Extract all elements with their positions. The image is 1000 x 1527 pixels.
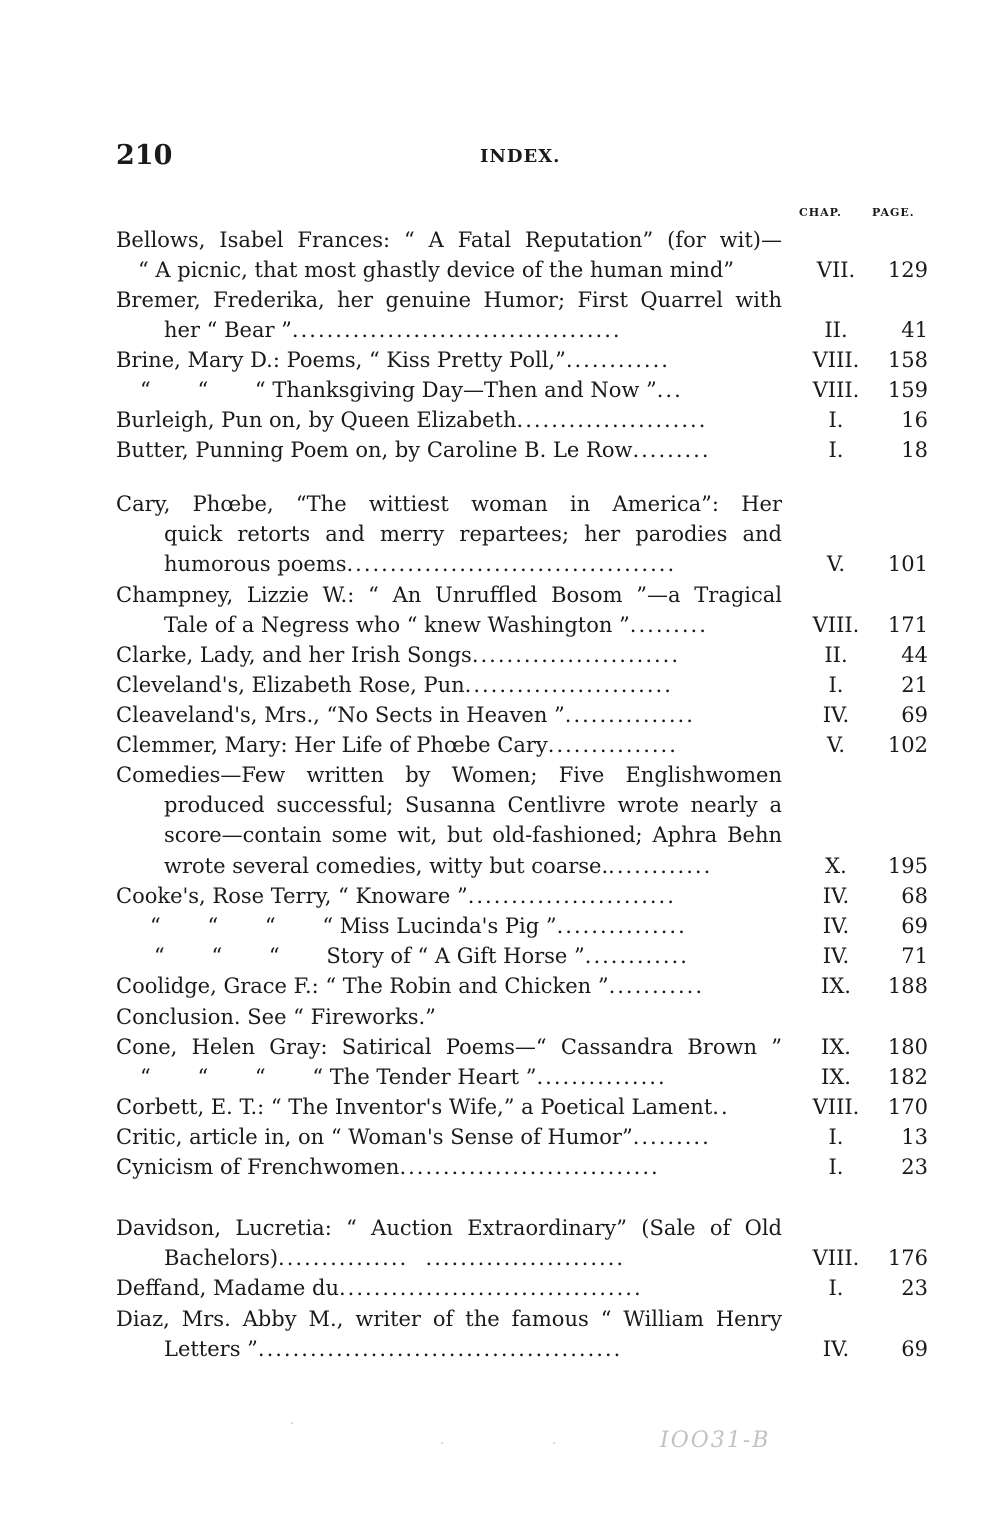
entry-text [164,549,782,579]
chapter-column-header: CHAP. [799,206,842,219]
entry-heading: Cynicism of Frenchwomen [116,1155,400,1179]
index-line [116,1334,928,1364]
scan-speck: · [552,1436,557,1452]
entry-chapter: IV. [822,914,850,938]
index-line [116,580,928,610]
entry-heading: Letters ” [164,1337,258,1361]
index-line [116,345,928,375]
entry-page: 129 [887,258,928,282]
entry-text [116,1152,782,1182]
index-line [116,790,928,820]
index-line [116,519,928,549]
index-line [116,1273,928,1303]
entry-page: 69 [901,703,928,727]
index-line [116,1213,928,1243]
dot-leader: ............ [565,348,670,372]
entry-page: 71 [901,944,928,968]
dot-leader: ............... [536,1065,667,1089]
entry-heading: “ “ “ Story of “ A Gift Horse ” [154,944,585,968]
index-line [116,881,928,911]
entry-chapter: VIII. [812,613,860,637]
index-line [116,1062,928,1092]
dot-leader: ......... [632,438,711,462]
dot-leader: ...................... [516,408,708,432]
entry-text [164,315,782,345]
entry-heading: Cooke's, Rose Terry, “ Knoware ” [116,884,468,908]
dot-leader: ............... [564,703,695,727]
entry-chapter: I. [828,408,844,432]
entry-page: 44 [901,643,928,667]
library-stamp: IOO31-B [660,1428,771,1453]
entry-text: quick retorts and merry repartees; her parodies and [164,522,782,546]
entry-page: 21 [901,673,928,697]
index-line [116,941,928,971]
entry-chapter: II. [824,318,848,342]
index-line [116,971,928,1001]
entry-text [150,911,782,941]
entry-page: 101 [887,552,928,576]
dot-leader: ... [656,378,683,402]
entry-text: produced successful; Susanna Centlivre wrote nearly a [164,793,782,817]
entry-heading: Butter, Punning Poem on, by Caroline B. Le Row [116,438,633,462]
entry-heading: Clarke, Lady, and her Irish Songs [116,643,472,667]
index-line [116,640,928,670]
index-line [116,405,928,435]
dot-leader: ............ [608,854,713,878]
entry-heading: Burleigh, Pun on, by Queen Elizabeth [116,408,517,432]
index-line [116,315,928,345]
scan-speck: · [290,1416,295,1432]
index-line [116,435,928,465]
entry-page: 195 [887,854,928,878]
entry-chapter: X. [825,854,847,878]
dot-leader: .......................................... [257,1337,623,1361]
entry-text [116,700,782,730]
entry-text [116,640,782,670]
entry-page: 158 [887,348,928,372]
index-line [116,1122,928,1152]
entry-text [164,851,782,881]
dot-leader: ............... [556,914,687,938]
entry-text [140,375,782,405]
entry-chapter: I. [828,1125,844,1149]
entry-heading: Bachelors) [164,1246,279,1270]
entry-page: 69 [901,914,928,938]
entry-chapter: VII. [816,258,856,282]
entry-chapter: VIII. [812,1246,860,1270]
entry-text: Champney, Lizzie W.: “ An Unruffled Bosom ”—a Tragical [116,583,782,607]
entry-heading: Deffand, Madame du [116,1276,339,1300]
index-line [116,1032,928,1062]
dot-leader: .............................. [399,1155,660,1179]
dot-leader: ............... ....................... [278,1246,626,1270]
page-number: 210 [116,140,173,171]
entry-chapter: V. [826,733,846,757]
entry-chapter: V. [826,552,846,576]
index-line [116,1092,928,1122]
dot-leader: ............... [547,733,678,757]
entry-page: 170 [887,1095,928,1119]
running-head: INDEX. [480,146,561,167]
entry-text: Comedies—Few written by Women; Five Englishwomen [116,763,782,787]
index-line [116,489,928,519]
entry-page: 180 [887,1035,928,1059]
entry-heading: wrote several comedies, witty but coarse. [164,854,609,878]
entry-page: 159 [887,378,928,402]
entry-chapter: I. [828,438,844,462]
entry-page: 171 [887,613,928,637]
entry-heading: “ “ “ “ Miss Lucinda's Pig ” [150,914,557,938]
entry-text [116,1273,782,1303]
entry-text: Davidson, Lucretia: “ Auction Extraordinary” (Sale of Old [116,1216,782,1240]
index-line [116,1243,928,1273]
entry-page: 176 [887,1246,928,1270]
dot-leader: ......... [629,613,708,637]
dot-leader: ...................................... [346,552,677,576]
entry-text [140,1062,782,1092]
page-column-header: PAGE. [872,206,915,219]
index-line [116,285,928,315]
dot-leader: ...................................... [291,318,622,342]
entry-heading: Cleaveland's, Mrs., “No Sects in Heaven ” [116,703,565,727]
entry-page: 23 [901,1155,928,1179]
entry-text [116,730,782,760]
entry-chapter: VIII. [812,378,860,402]
dot-leader: ........................ [471,643,681,667]
entry-text [164,1243,782,1273]
entry-page: 102 [887,733,928,757]
entry-chapter: I. [828,1155,844,1179]
index-line [116,851,928,881]
entry-page: 41 [901,318,928,342]
index-line [116,730,928,760]
entry-heading: her “ Bear ” [164,318,292,342]
entry-text: Cone, Helen Gray: Satirical Poems—“ Cassandra Brown ” [116,1035,782,1059]
entry-chapter: IV. [822,703,850,727]
index-line [116,610,928,640]
entry-heading: “ “ “ “ The Tender Heart ” [140,1065,537,1089]
entry-page: 69 [901,1337,928,1361]
entry-heading: Coolidge, Grace F.: “ The Robin and Chicken ” [116,974,609,998]
entry-text: score—contain some wit, but old-fashioned; Aphra Behn [164,823,782,847]
dot-leader: ........................ [467,884,676,908]
dot-leader: ................................... [339,1276,643,1300]
index-line [116,670,928,700]
entry-text: Conclusion. See “ Fireworks.” [116,1005,436,1029]
entry-text [164,1334,782,1364]
entry-text [116,435,782,465]
entry-heading: Tale of a Negress who “ knew Washington ” [164,613,630,637]
dot-leader: ......... [632,1125,711,1149]
entry-text [116,670,782,700]
entry-page: 13 [901,1125,928,1149]
entry-heading: Clemmer, Mary: Her Life of Phœbe Cary [116,733,548,757]
entry-page: 18 [901,438,928,462]
index-line [116,820,928,850]
dot-leader: ........... [608,974,704,998]
entry-text [116,345,782,375]
entry-page: 188 [887,974,928,998]
entry-page: 182 [887,1065,928,1089]
scan-speck: · [440,1436,445,1452]
dot-leader: ........................ [464,673,673,697]
entry-chapter: VIII. [812,348,860,372]
entry-chapter: I. [828,1276,844,1300]
entry-text: Cary, Phœbe, “The wittiest woman in America”: Her [116,492,782,516]
index-line [116,549,928,579]
entry-text [164,610,782,640]
entry-chapter: IV. [822,944,850,968]
entry-heading: Cleveland's, Elizabeth Rose, Pun [116,673,465,697]
dot-leader: .. [712,1095,730,1119]
entry-chapter: VIII. [812,1095,860,1119]
entry-text [116,405,782,435]
entry-heading: Corbett, E. T.: “ The Inventor's Wife,” a Poetical Lament [116,1095,713,1119]
entry-chapter: IX. [821,974,851,998]
index-line [116,1002,928,1032]
entry-heading: Critic, article in, on “ Woman's Sense of Humor” [116,1125,633,1149]
index-line [116,1304,928,1334]
entry-page: 16 [901,408,928,432]
entry-text [116,1092,782,1122]
entry-text [154,941,782,971]
entry-chapter: IV. [822,1337,850,1361]
entry-page: 68 [901,884,928,908]
index-line [116,225,928,255]
entry-chapter: IV. [822,884,850,908]
index-line [116,760,928,790]
entry-heading: Brine, Mary D.: Poems, “ Kiss Pretty Poll,” [116,348,566,372]
entry-page: 23 [901,1276,928,1300]
entry-heading: humorous poems [164,552,347,576]
entry-text [116,1122,782,1152]
entry-text [116,881,782,911]
entry-text: Diaz, Mrs. Abby M., writer of the famous “ William Henry [116,1307,782,1331]
index-line [116,700,928,730]
index-line [116,1152,928,1182]
index-line [116,375,928,405]
entry-chapter: II. [824,643,848,667]
entry-heading: “ “ “ Thanksgiving Day—Then and Now ” [140,378,657,402]
entry-text: Bremer, Frederika, her genuine Humor; First Quarrel with [116,288,782,312]
entry-chapter: IX. [821,1035,851,1059]
entry-text: “ A picnic, that most ghastly device of the human mind” [138,258,735,282]
entry-text: Bellows, Isabel Frances: “ A Fatal Reputation” (for wit)— [116,228,782,252]
index-line [116,911,928,941]
dot-leader: ............ [584,944,689,968]
entry-chapter: IX. [821,1065,851,1089]
entry-chapter: I. [828,673,844,697]
index-line [116,255,928,285]
entry-text [116,971,782,1001]
